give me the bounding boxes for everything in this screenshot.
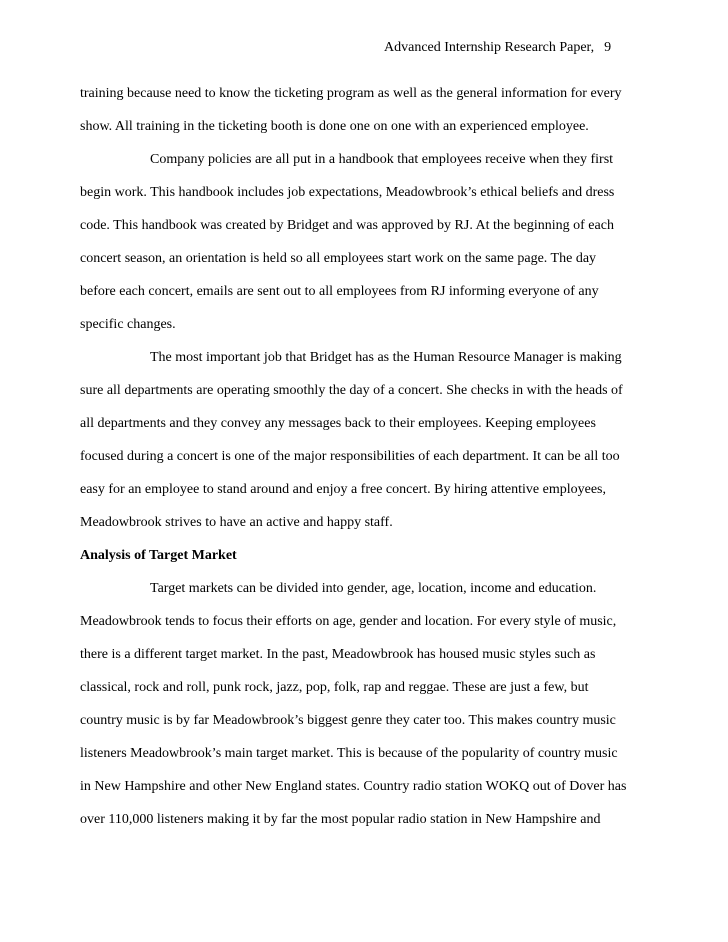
- paragraph-first-line: Company policies are all put in a handbook that employees receive when they first: [150, 152, 614, 167]
- body-line: listeners Meadowbrook’s main target market. This is because of the popularity of country music: [80, 746, 618, 761]
- running-header: [384, 40, 611, 56]
- body-line: focused during a concert is one of the major responsibilities of each department. It can be all too: [80, 449, 620, 464]
- body-line: code. This handbook was created by Bridget and was approved by RJ. At the beginning of each: [80, 218, 614, 233]
- body-line: training because need to know the ticketing program as well as the general information for every: [80, 86, 622, 101]
- body-line: there is a different target market. In the past, Meadowbrook has housed music styles such as: [80, 647, 596, 662]
- body-line: sure all departments are operating smoothly the day of a concert. She checks in with the heads of: [80, 383, 623, 398]
- body-line: specific changes.: [80, 317, 176, 332]
- body-line: Meadowbrook tends to focus their efforts on age, gender and location. For every style of music,: [80, 614, 617, 629]
- body-line: in New Hampshire and other New England states. Country radio station WOKQ out of Dover has: [80, 779, 627, 794]
- body-line: Meadowbrook strives to have an active and happy staff.: [80, 515, 393, 530]
- page-number: 9: [604, 40, 612, 55]
- paragraph-first-line: Target markets can be divided into gender, age, location, income and education.: [150, 581, 597, 596]
- body-line: begin work. This handbook includes job expectations, Meadowbrook’s ethical beliefs and dress: [80, 185, 615, 200]
- body-line: country music is by far Meadowbrook’s biggest genre they cater too. This makes country music: [80, 713, 616, 728]
- body-line: classical, rock and roll, punk rock, jazz, pop, folk, rap and reggae. These are just a few, but: [80, 680, 589, 695]
- body-line: show. All training in the ticketing booth is done one on one with an experienced employee.: [80, 119, 589, 134]
- body-line: all departments and they convey any messages back to their employees. Keeping employees: [80, 416, 596, 431]
- body-line: easy for an employee to stand around and enjoy a free concert. By hiring attentive employees,: [80, 482, 606, 497]
- paragraph-first-line: The most important job that Bridget has as the Human Resource Manager is making: [150, 350, 622, 365]
- header-title: Advanced Internship Research Paper,: [384, 40, 595, 55]
- body-line: concert season, an orientation is held so all employees start work on the same page. The day: [80, 251, 597, 266]
- body-line: before each concert, emails are sent out to all employees from RJ informing everyone of any: [80, 284, 599, 299]
- body-line: over 110,000 listeners making it by far the most popular radio station in New Hampshire and: [80, 812, 601, 827]
- section-heading: Analysis of Target Market: [80, 548, 237, 563]
